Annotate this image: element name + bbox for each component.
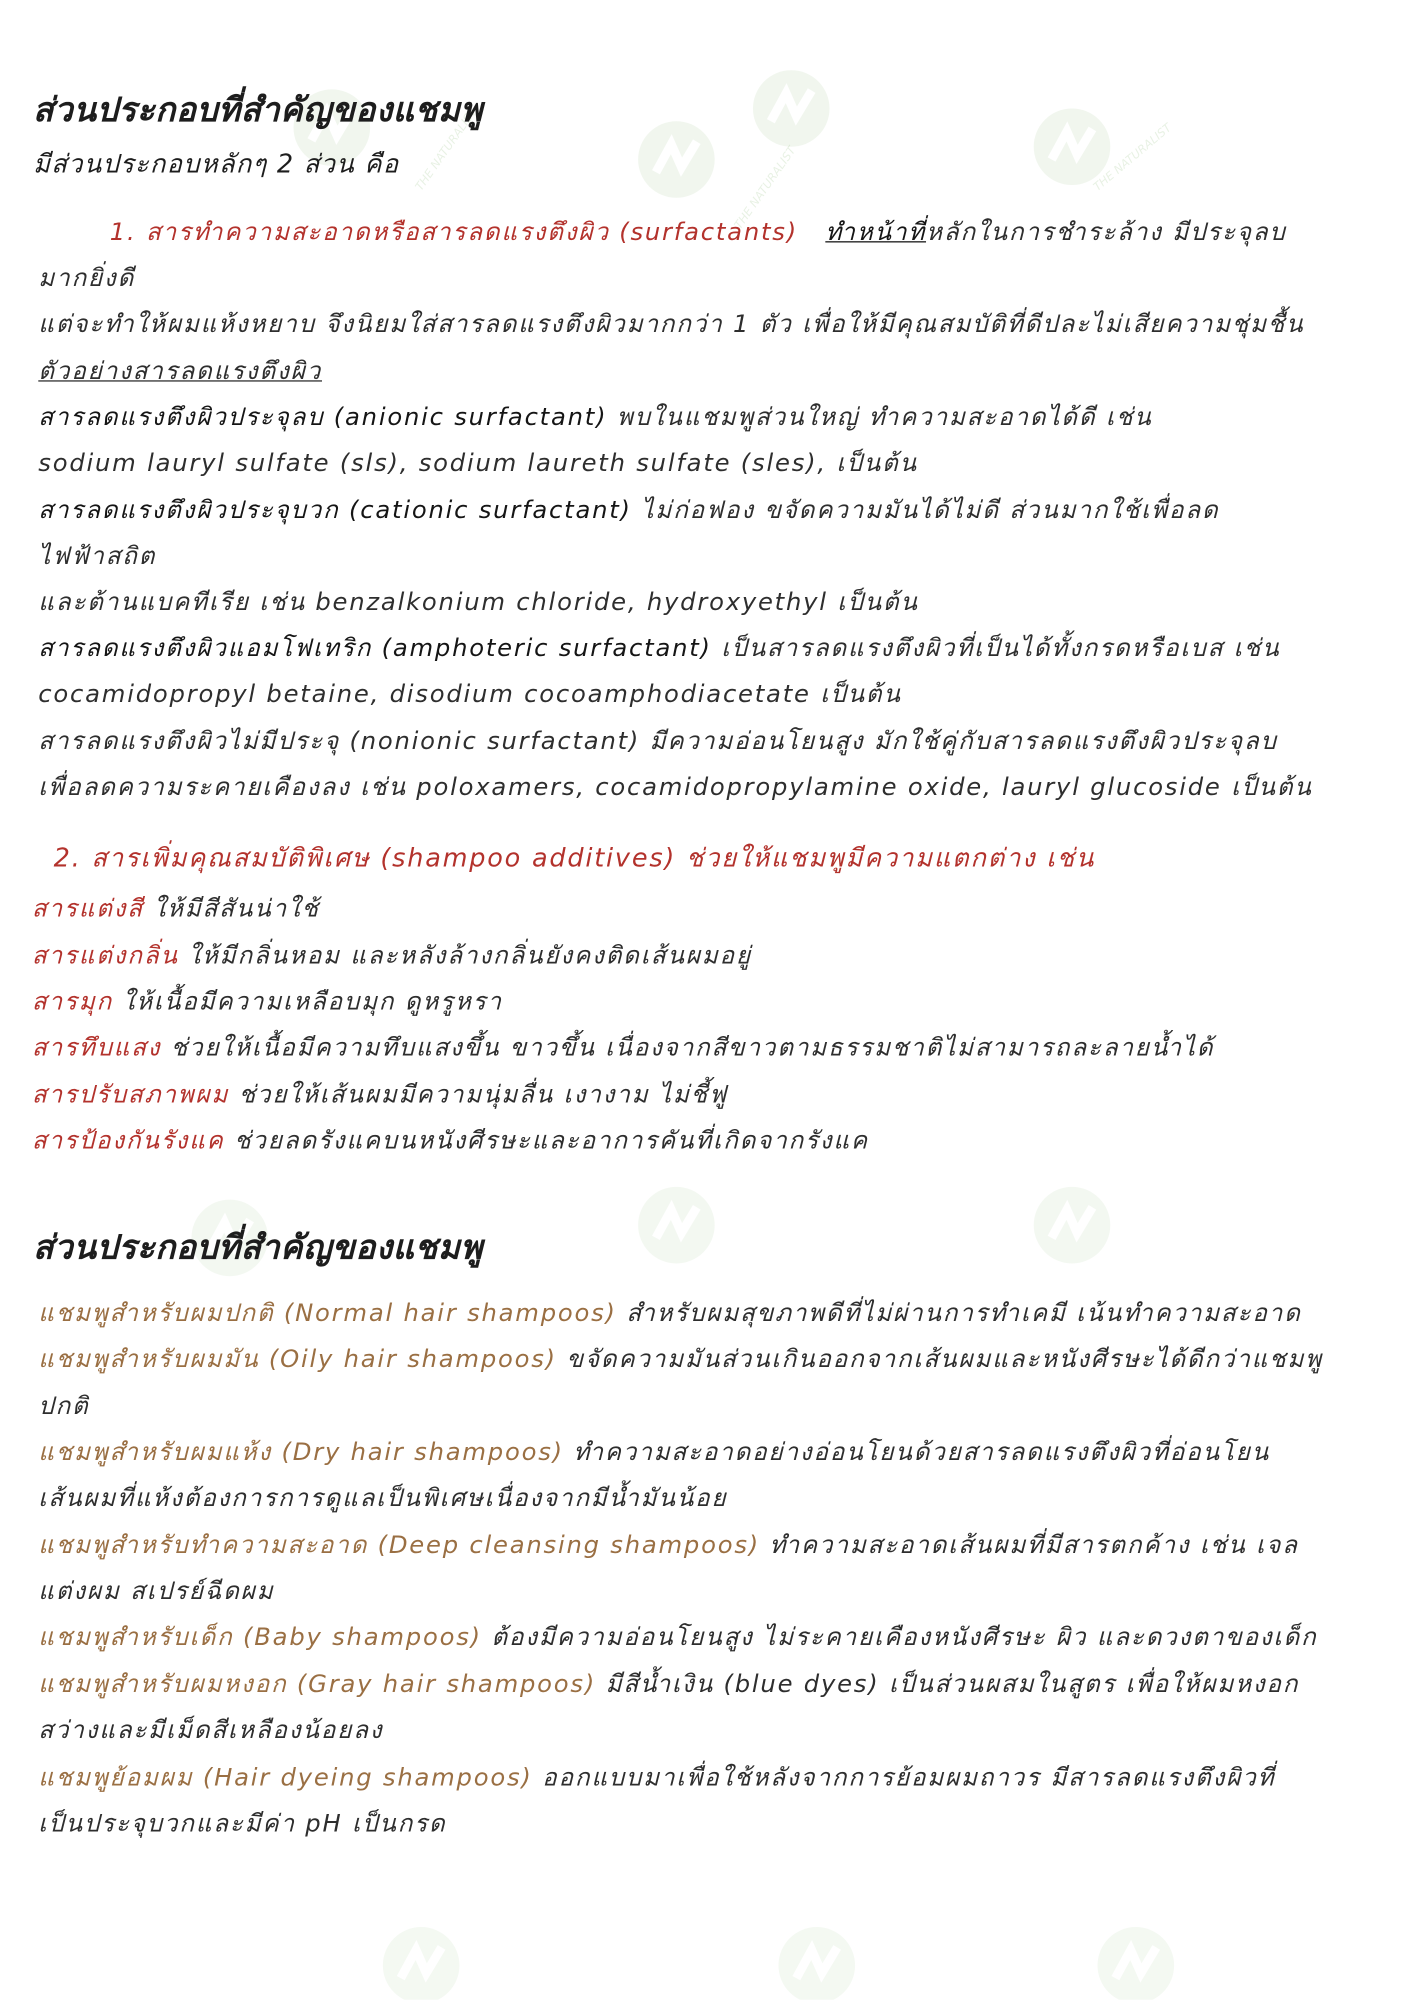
shampoo-type-desc: ขจัดความมันส่วนเกินออกจากเส้นผมและหนังศีรษะได้ดีกว่าแชมพู [566, 1345, 1323, 1374]
watermark-logo-icon [638, 1187, 715, 1264]
item1-heading-line [110, 213, 1287, 251]
shampoo-type [38, 1340, 1323, 1378]
item2-heading: 2. สารเพิ่มคุณสมบัติพิเศษ (shampoo additives) ช่วยให้แชมพูมีความแตกต่าง เช่น [53, 842, 1096, 873]
watermark-text: THE NATURALIST [412, 105, 480, 194]
shampoo-type-desc: ทำความสะอาดอย่างอ่อนโยนด้วยสารลดแรงตึงผิวที่อ่อนโยน [573, 1438, 1270, 1467]
additive-term: สารแต่งกลิ่น [31, 941, 179, 970]
shampoo-type-term: แชมพูย้อมผม (Hair dyeing shampoos) [38, 1763, 533, 1792]
shampoo-type-desc: ออกแบบมาเพื่อใช้หลังจากการย้อมผมถาวร มีสารลดแรงตึงผิวที่ [542, 1763, 1276, 1792]
additive-term: สารปรับสภาพผม [31, 1080, 230, 1110]
additive-desc: ช่วยให้เนื้อมีความทึบแสงขึ้น ขาวขึ้น เนื่องจากสีขาวตามธรรมชาติไม่สามารถละลายน้ำได้ [170, 1033, 1215, 1062]
additive-desc: ช่วยให้เส้นผมมีความนุ่มลื่น เงางาม ไม่ชี้ฟู [238, 1080, 728, 1110]
cationic-line3: และต้านแบคทีเรีย เช่น benzalkonium chloride, hydroxyethyl เป็นต้น [38, 588, 919, 617]
amphoteric-name: สารลดแรงตึงผิวแอมโฟเทริก (amphoteric surfactant) [38, 634, 712, 663]
cationic-name: สารลดแรงตึงผิวประจุบวก (cationic surfactant) [38, 496, 632, 525]
shampoo-type [38, 1665, 1299, 1703]
shampoo-type [38, 1294, 1301, 1332]
shampoo-type-cont: แต่งผม สเปรย์ฉีดผม [38, 1577, 275, 1606]
anionic-line [38, 398, 1152, 436]
shampoo-type [38, 1618, 1317, 1656]
shampoo-type-term: แชมพูสำหรับผมแห้ง (Dry hair shampoos) [38, 1438, 564, 1467]
amphoteric-line2: cocamidopropyl betaine, disodium cocoamphodiacetate เป็นต้น [38, 680, 902, 709]
section1-subtitle: มีส่วนประกอบหลักๆ 2 ส่วน คือ [33, 148, 400, 179]
shampoo-type-cont: ปกติ [38, 1392, 90, 1421]
shampoo-type-desc: ทำความสะอาดเส้นผมที่มีสารตกค้าง เช่น เจล [769, 1531, 1299, 1560]
shampoo-type-cont: เป็นประจุบวกและมีค่า pH เป็นกรด [38, 1809, 447, 1838]
shampoo-type [38, 1433, 1270, 1471]
watermark-logo-icon [778, 1927, 855, 2000]
watermark-logo-icon [1098, 1927, 1175, 2000]
watermark-logo-icon [1034, 1187, 1111, 1264]
item1-function-label: ทำหน้าที่ [825, 218, 927, 247]
item1-line2: มากยิ่งดี [38, 264, 136, 293]
watermark-logo-icon [753, 70, 830, 147]
anionic-desc: พบในแชมพูส่วนใหญ่ ทำความสะอาดได้ดี เช่น [616, 403, 1153, 432]
examples-heading: ตัวอย่างสารลดแรงตึงผิว [38, 357, 323, 386]
additive-item [32, 1122, 869, 1160]
shampoo-type [38, 1526, 1298, 1564]
section2-title: ส่วนประกอบที่สำคัญของแชมพู [33, 1228, 484, 1268]
nonionic-line2: เพื่อลดความระคายเคืองลง เช่น poloxamers, cocamidopropylamine oxide, lauryl glucoside เป็นต้น [38, 773, 1313, 802]
anionic-line2: sodium lauryl sulfate (sls), sodium laureth sulfate (sles), เป็นต้น [38, 449, 918, 478]
shampoo-type-desc: มีสีน้ำเงิน (blue dyes) เป็นส่วนผสมในสูตร เพื่อให้ผมหงอก [605, 1670, 1300, 1699]
shampoo-type-term: แชมพูสำหรับผมปกติ (Normal hair shampoos) [38, 1299, 617, 1328]
shampoo-type-cont: สว่างและมีเม็ดสีเหลืองน้อยลง [38, 1716, 384, 1745]
watermark-logo-icon [383, 1927, 460, 2000]
shampoo-type-cont: เส้นผมที่แห้งต้องการการดูแลเป็นพิเศษเนื่องจากมีน้ำมันน้อย [38, 1484, 728, 1513]
shampoo-type-term: แชมพูสำหรับผมมัน (Oily hair shampoos) [38, 1345, 557, 1374]
additive-term: สารแต่งสี [31, 894, 144, 923]
amphoteric-line [38, 629, 1280, 667]
item1-function-rest: หลักในการชำระล้าง มีประจุลบ [926, 218, 1287, 247]
additive-desc: ให้มีสีสันน่าใช้ [153, 894, 320, 923]
shampoo-type-desc: สำหรับผมสุขภาพดีที่ไม่ผ่านการทำเคมี เน้นทำความสะอาด [626, 1299, 1302, 1328]
additive-item [32, 1076, 728, 1114]
additive-term: สารป้องกันรังแค [31, 1126, 225, 1155]
additive-desc: ให้มีกลิ่นหอม และหลังล้างกลิ่นยังคงติดเส้นผมอยู่ [188, 941, 752, 970]
additive-desc: ให้เนื้อมีความเหลือบมุก ดูหรูหรา [122, 987, 503, 1016]
additive-item [32, 983, 503, 1021]
shampoo-type-term: แชมพูสำหรับเด็ก (Baby shampoos) [38, 1623, 482, 1652]
shampoo-type [38, 1759, 1275, 1797]
item1-heading: 1. สารทำความสะอาดหรือสารลดแรงตึงผิว (surfactants) [109, 218, 798, 247]
watermark-logo-icon [638, 121, 715, 198]
cationic-line2: ไฟฟ้าสถิต [38, 542, 157, 571]
shampoo-type-term: แชมพูสำหรับผมหงอก (Gray hair shampoos) [38, 1670, 597, 1699]
item1-line3: แต่จะทำให้ผมแห้งหยาบ จึงนิยมใส่สารลดแรงตึงผิวมากกว่า 1 ตัว เพื่อให้มีคุณสมบัติที่ดีปละไม่เสียความชุ่มชื้น [38, 310, 1305, 339]
additive-term: สารทึบแสง [31, 1033, 162, 1062]
nonionic-line1: สารลดแรงตึงผิวไม่มีประจุ (nonionic surfactant) มีความอ่อนโยนสูง มักใช้คู่กับสารลดแรงตึงผิวประจุลบ [38, 727, 1278, 756]
additive-desc: ช่วยลดรังแคบนหนังศีรษะและอาการคันที่เกิดจากรังแค [234, 1126, 869, 1155]
additive-term: สารมุก [31, 987, 113, 1016]
watermark-logo-icon [1034, 108, 1111, 185]
cationic-line [38, 491, 1219, 529]
watermark-text: THE NATURALIST [731, 143, 799, 232]
watermark-text: THE NATURALIST [1090, 120, 1175, 194]
shampoo-type-term: แชมพูสำหรับทำความสะอาด (Deep cleansing shampoos) [38, 1531, 761, 1560]
section1-title: ส่วนประกอบที่สำคัญของแชมพู [33, 91, 484, 131]
cationic-desc: ไม่ก่อฟอง ขจัดความมันได้ไม่ดี ส่วนมากใช้เพื่อลด [641, 496, 1220, 525]
additive-item [32, 890, 320, 928]
amphoteric-desc: เป็นสารลดแรงตึงผิวที่เป็นได้ทั้งกรดหรือเบส เช่น [721, 634, 1281, 663]
additive-item [32, 1029, 1214, 1067]
shampoo-type-desc: ต้องมีความอ่อนโยนสูง ไม่ระคายเคืองหนังศีรษะ ผิว และดวงตาของเด็ก [491, 1623, 1318, 1652]
additive-item [32, 937, 752, 975]
anionic-name: สารลดแรงตึงผิวประจุลบ (anionic surfactant) [38, 403, 608, 432]
